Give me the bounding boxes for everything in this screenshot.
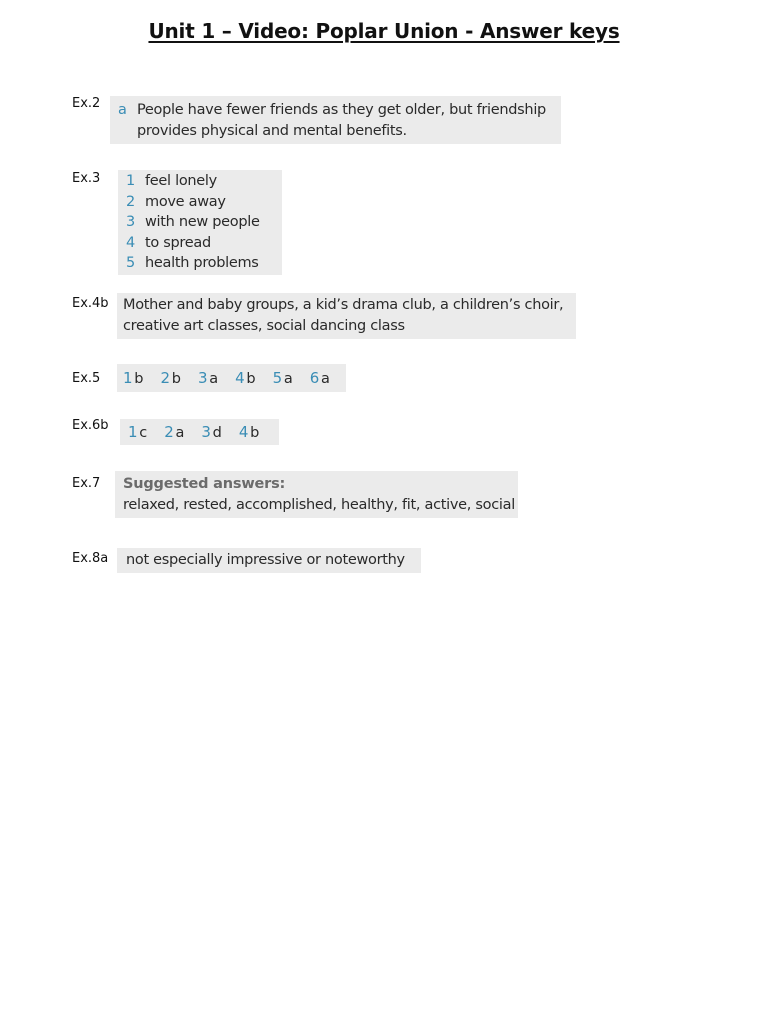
ex7-text: relaxed, rested, accomplished, healthy, fit, active, social <box>123 496 515 513</box>
ex6b-answer-num: 3 <box>201 423 211 441</box>
ex3-item-num: 5 <box>126 255 135 271</box>
ex3-item-text: move away <box>145 193 226 210</box>
ex6b-answer <box>239 422 259 444</box>
ex3-item-num: 4 <box>126 234 135 251</box>
ex5-answer-box <box>117 364 346 392</box>
ex5-answer <box>235 368 255 390</box>
ex6b-answer-num: 2 <box>164 423 174 441</box>
ex5-answer-num: 2 <box>160 369 170 387</box>
ex3-item-text: health problems <box>145 255 259 271</box>
ex2-label: Ex.2 <box>72 96 101 111</box>
ex5-answer <box>198 368 218 390</box>
ex5-answer-letter: b <box>246 371 256 387</box>
ex6b-answer <box>201 422 221 444</box>
ex2-answer-box <box>110 96 561 144</box>
ex6b-answer-box <box>120 419 279 445</box>
ex5-answer-num: 6 <box>309 369 319 387</box>
ex8a-text: not especially impressive or noteworthy <box>126 552 405 568</box>
ex5-answer-letter: a <box>283 371 293 387</box>
ex3-item-text: feel lonely <box>145 173 217 189</box>
ex6b-answer-letter: c <box>139 425 147 441</box>
ex5-answer <box>160 368 180 390</box>
ex5-answer <box>123 368 143 390</box>
ex3-item-num: 3 <box>126 214 135 230</box>
ex5-label: Ex.5 <box>72 371 101 386</box>
ex2-line-1: People have fewer friends as they get older, but friendship <box>137 102 546 118</box>
ex3-item <box>126 233 274 254</box>
ex5-answer-letter: b <box>134 371 144 387</box>
ex5-answer <box>310 368 330 390</box>
ex8a-label: Ex.8a <box>72 551 109 566</box>
ex5-answer-letter: a <box>320 371 330 387</box>
ex3-item <box>126 253 274 274</box>
ex5-answer-num: 5 <box>272 369 282 387</box>
ex4b-answer-box <box>117 293 576 339</box>
ex7-label: Ex.7 <box>72 476 101 491</box>
ex8a-answer-box <box>117 548 421 573</box>
ex4b-line-1: Mother and baby groups, a kid’s drama club, a children’s choir, <box>123 297 564 313</box>
ex6b-answer-letter: d <box>212 425 222 441</box>
ex6b-answer-letter: b <box>250 425 260 441</box>
ex2-line-2: provides physical and mental benefits. <box>137 122 407 139</box>
ex6b-answer-num: 4 <box>238 423 249 441</box>
ex3-label: Ex.3 <box>72 171 101 186</box>
ex6b-answer <box>128 422 147 444</box>
ex5-answer-num: 3 <box>197 369 208 387</box>
ex4b-line-2: creative art classes, social dancing class <box>123 317 405 334</box>
ex3-answer-box <box>118 170 282 275</box>
ex6b-answer-letter: a <box>175 425 185 441</box>
ex3-item <box>126 212 274 233</box>
ex3-item <box>126 171 274 192</box>
ex3-item <box>126 192 274 213</box>
ex7-heading: Suggested answers: <box>123 476 286 492</box>
ex3-item-num: 1 <box>126 173 135 189</box>
ex4b-label: Ex.4b <box>72 296 109 311</box>
ex5-answer-num: 4 <box>235 369 245 387</box>
page-title: Unit 1 – Video: Poplar Union - Answer keys <box>148 19 620 43</box>
ex5-answer-num: 1 <box>123 369 133 387</box>
ex6b-label: Ex.6b <box>72 418 109 433</box>
ex5-answer-letter: a <box>209 371 218 387</box>
ex5-answer <box>273 368 293 390</box>
ex5-answer-letter: b <box>171 371 181 387</box>
ex7-answer-box <box>115 471 518 518</box>
ex6b-answer <box>164 422 184 444</box>
ex6b-answer-num: 1 <box>128 423 138 441</box>
ex2-letter: a <box>118 102 127 118</box>
ex3-item-num: 2 <box>126 193 135 210</box>
ex3-item-text: to spread <box>145 234 211 251</box>
ex3-item-text: with new people <box>145 214 260 230</box>
